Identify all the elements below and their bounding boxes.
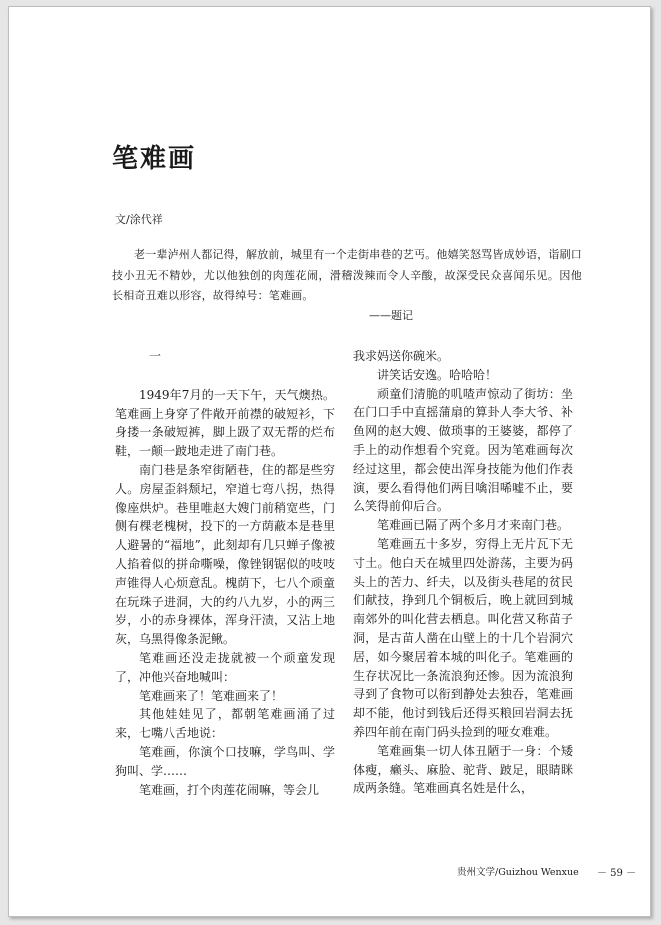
- paragraph: 笔难画来了！笔难画来了！: [139, 688, 284, 703]
- paragraph-continuation: 我求妈送你碗米。: [353, 349, 450, 363]
- paragraph: 1949年7月的一天下午，天气燠热。笔难画上身穿了件敞开前襟的破短衫，下身搂一条破短裤，脚上趿了双无帮的烂布鞋，一颠一跛地走进了南门巷。: [115, 387, 335, 459]
- paragraph: 讲笑话安逸。哈哈哈！: [377, 367, 498, 382]
- article-title: 笔难画: [112, 144, 197, 174]
- paragraph: 笔难画，你演个口技嘛，学鸟叫、学狗叫、学……: [115, 744, 335, 778]
- journal-name: 贵州文学/Guizhou Wenxue: [457, 867, 579, 878]
- paragraph: 笔难画已隔了两个多月才来南门巷。: [377, 518, 570, 533]
- paragraph: 笔难画集一切人体丑陋于一身：个矮体瘦，癞头、麻脸、驼背、跛足，眼睛眯成两条缝。笔难画真名姓是什么，: [353, 743, 573, 796]
- intro-signature: ——题记: [369, 309, 413, 322]
- intro-epigraph: 老一辈泸州人都记得，解放前，城里有一个走街串巷的艺丐。他嬉笑怒骂皆成妙语，诣刷口技小丑无不精妙，尤以他独创的肉莲花闹，滑稽泼辣而令人辛酸，故深受民众喜闻乐见。因他长相奇丑难以形容，故得绰号：笔难画。: [112, 248, 582, 303]
- document-page: [8, 6, 651, 917]
- paragraph: 笔难画还没走拢就被一个顽童发现了，冲他兴奋地喊叫：: [115, 650, 335, 684]
- left-column: [115, 347, 335, 799]
- paragraph: 笔难画，打个肉莲花闹嘛，等会儿: [139, 782, 320, 797]
- page-number: － 59 －: [597, 868, 637, 879]
- right-column: [353, 347, 573, 798]
- paragraph: 其他娃娃见了，都朝笔难画涌了过来，七嘴八舌地说：: [115, 707, 335, 741]
- paragraph: 笔难画五十多岁，穷得上无片瓦下无寸土。他白天在城里四处游荡，主要为码头上的苦力、纤夫，以及街头巷尾的贫民们献技，挣到几个铜板后，晚上就回到城南郊外的叫化营去栖息。叫化营又称苗子洞，是古苗人凿在山壁上的十几个岩洞穴居，如今聚居着本城的叫化子。笔难画的生存状况比一条流浪狗还惨。因为流浪狗寻到了食物可以衔到静处去独吞，笔难画却不能，他讨到钱后还得买粮回岩洞去抚养四年前在南门码头捡到的哑女难难。: [353, 536, 573, 739]
- section-number: 一: [149, 349, 162, 363]
- paragraph: 顽童们清脆的叽喳声惊动了街坊：坐在门口手中直摇蒲扇的算卦人李大爷、补鱼网的赵大嫂、做琐事的王婆婆，都停了手上的动作想看个究竟。因为笔难画每次经过这里，都会使出浑身技能为他们作表演，要么看得他们两目噙泪唏嘘不止，要么笑得前仰后合。: [353, 386, 573, 514]
- author-byline: 文/涂代祥: [115, 213, 163, 226]
- paragraph: 南门巷是条窄街陋巷，住的都是些穷人。房屋歪斜颓圮，窄道七弯八拐，热得像座烘炉。巷里唯赵大嫂门前稍宽些，门侧有棵老槐树，投下的一方荫蔽本是巷里人避暑的“福地”，此刻却有几只蝉子像被人掐着似的拼命嘶噪，像锉钢锯似的吱吱声锥得人心烦意乱。槐荫下，七八个顽童在玩珠子进洞，大的约八九岁，小的两三岁，小的赤身裸体，浑身汗渍，又沾上地灰，乌黑得像条泥鳅。: [115, 462, 335, 647]
